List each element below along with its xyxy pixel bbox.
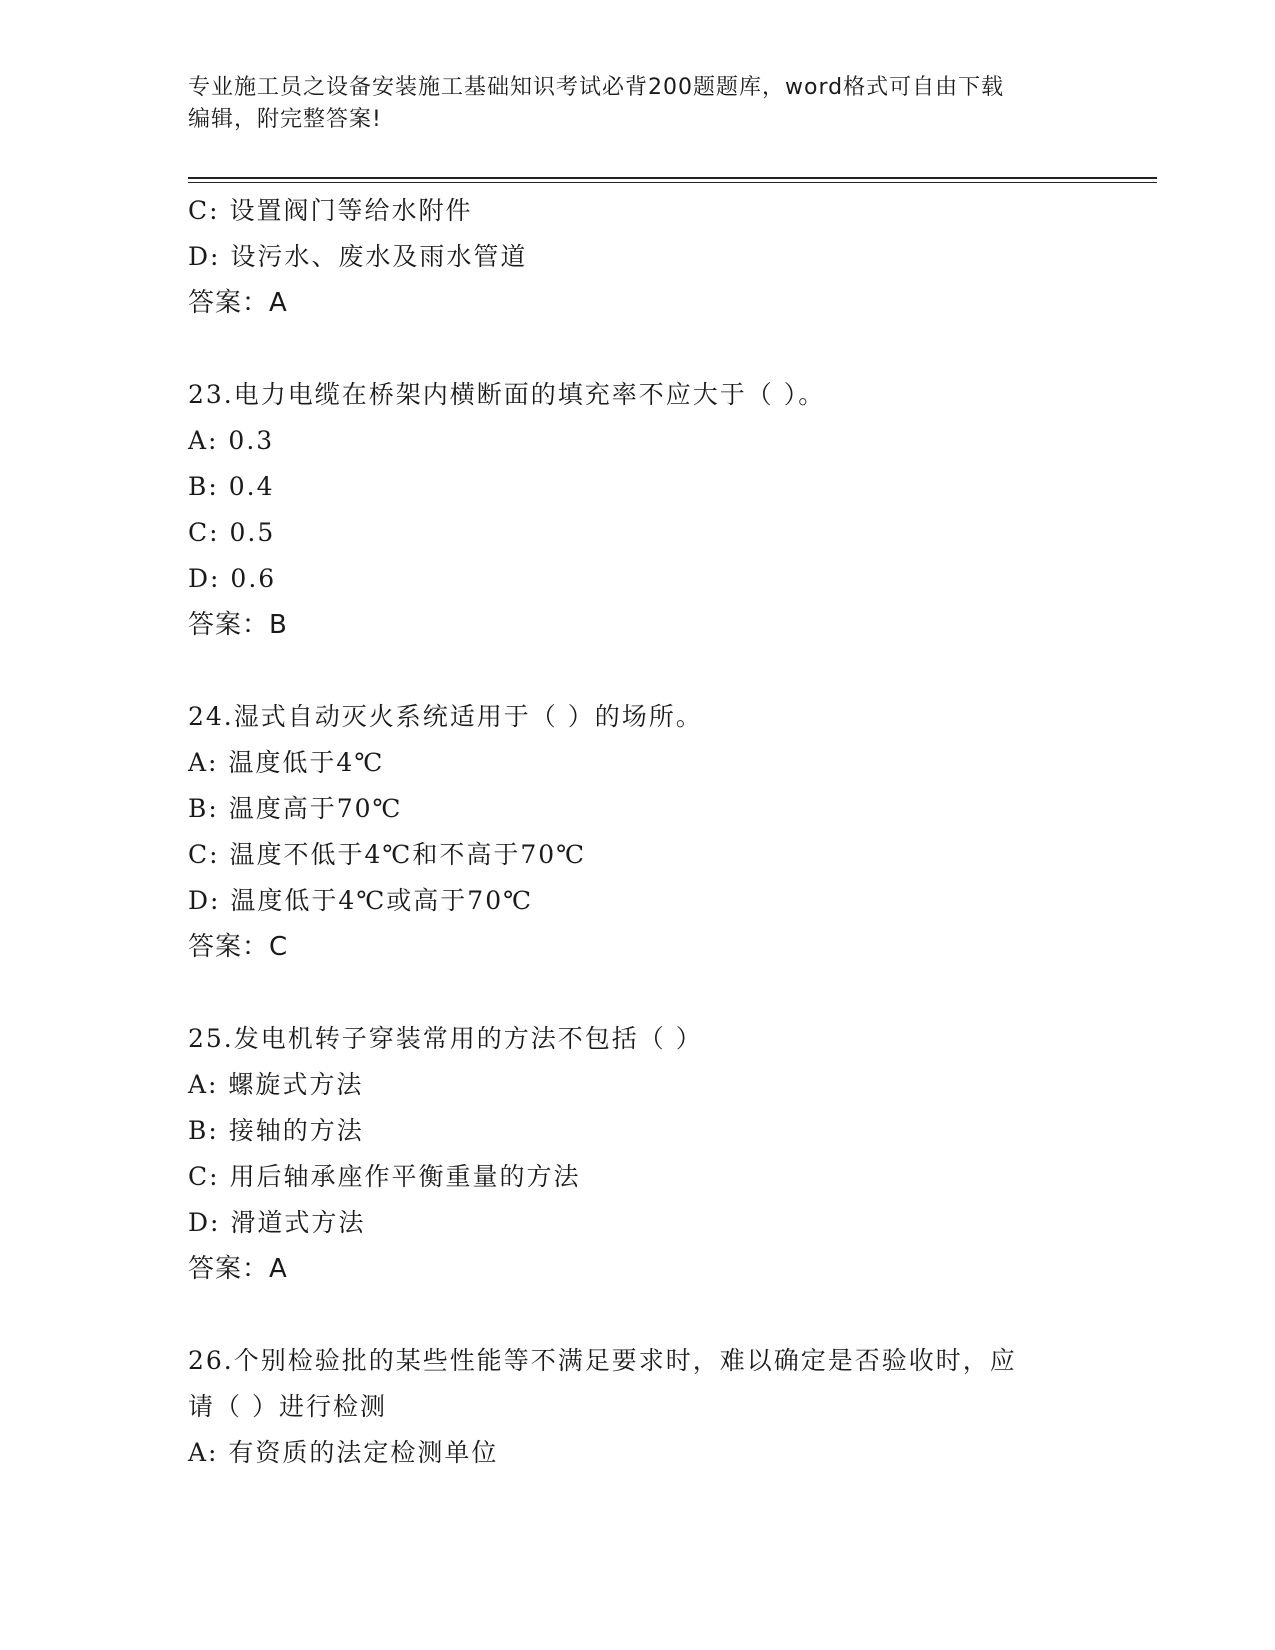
answer-line: 答案：A	[188, 288, 288, 318]
question-stem-continuation: 请（ ）进行检测	[188, 1392, 387, 1421]
option-c: C: 温度不低于4℃和不高于70℃	[188, 840, 587, 869]
header-title-line2: 编辑，附完整答案!	[188, 107, 382, 132]
option-a: A: 0.3	[188, 426, 275, 455]
document-body	[188, 188, 1088, 1476]
option-c: C: 用后轴承座作平衡重量的方法	[188, 1162, 581, 1191]
answer-line: 答案：B	[188, 610, 288, 640]
option-a: A: 有资质的法定检测单位	[188, 1438, 499, 1467]
option-c: C: 设置阀门等给水附件	[188, 196, 473, 225]
option-b: B: 温度高于70℃	[188, 794, 403, 823]
question-stem: 24.湿式自动灭火系统适用于（ ）的场所。	[188, 702, 703, 731]
answer-line: 答案：C	[188, 932, 289, 962]
option-b: B: 0.4	[188, 472, 275, 501]
option-d: D: 滑道式方法	[188, 1208, 366, 1237]
option-b: B: 接轴的方法	[188, 1116, 364, 1145]
header-divider-thick	[188, 177, 1157, 179]
option-d: D: 0.6	[188, 564, 277, 593]
document-header	[188, 72, 1088, 136]
option-a: A: 螺旋式方法	[188, 1070, 364, 1099]
header-divider-thin	[188, 182, 1157, 183]
option-c: C: 0.5	[188, 518, 276, 547]
question-stem: 23.电力电缆在桥架内横断面的填充率不应大于（ ）。	[188, 380, 826, 409]
question-stem: 26.个别检验批的某些性能等不满足要求时，难以确定是否验收时，应	[188, 1346, 1017, 1375]
answer-line: 答案：A	[188, 1254, 288, 1284]
header-title-line1: 专业施工员之设备安装施工基础知识考试必背200题题库，word格式可自由下载	[188, 75, 1005, 100]
option-a: A: 温度低于4℃	[188, 748, 385, 777]
option-d: D: 温度低于4℃或高于70℃	[188, 886, 534, 915]
option-d: D: 设污水、废水及雨水管道	[188, 242, 528, 271]
question-stem: 25.发电机转子穿装常用的方法不包括（ ）	[188, 1024, 703, 1053]
